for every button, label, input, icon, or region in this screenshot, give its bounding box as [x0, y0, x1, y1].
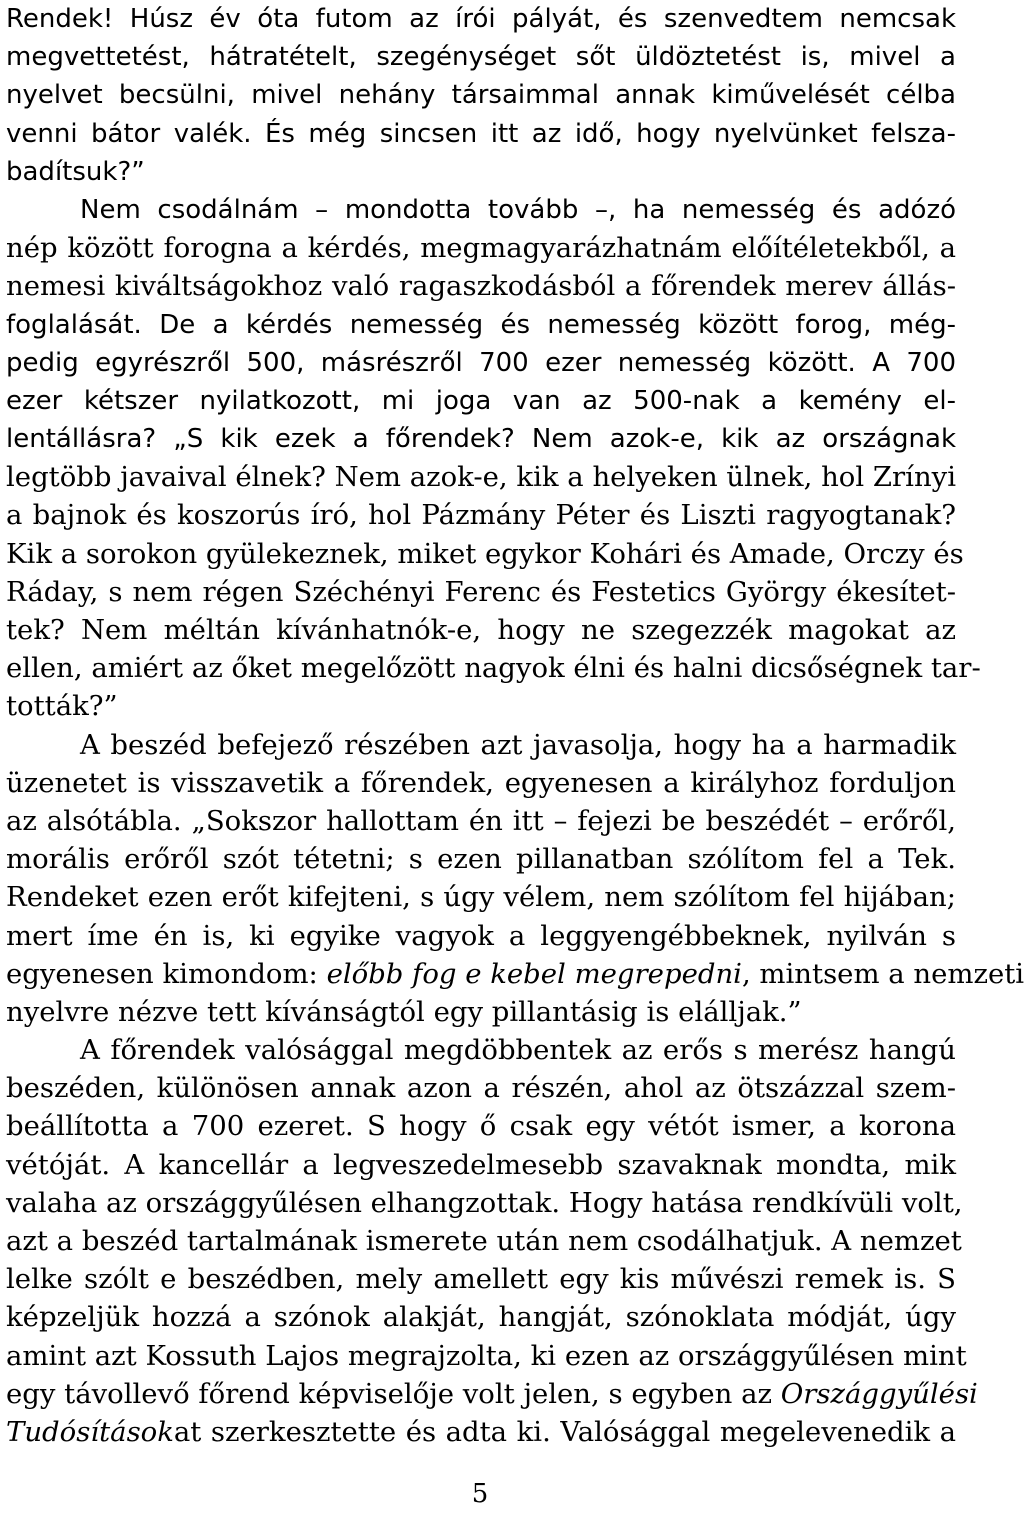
text-line: [6, 1413, 956, 1451]
text-line: [6, 1069, 956, 1107]
text-line: [6, 76, 956, 114]
text-line: [6, 840, 956, 878]
text-line: [6, 1184, 963, 1222]
text-segment: badítsuk?”: [6, 156, 145, 187]
text-segment: lentállásra? „S kik ezek a főrendek? Nem azok-e, kik az országnak: [6, 424, 956, 455]
paragraph-first-line: [6, 726, 956, 764]
text-segment: venni bátor valék. És még sincsen itt az idő, hogy nyelvünket felsza-: [6, 118, 956, 149]
text-segment: megvettetést, hátratételt, szegénységet sőt üldöztetést is, mivel a: [6, 42, 956, 73]
text-segment: Rendeket ezen erőt kifejteni, s úgy vélem, nem szólítom fel hijában;: [6, 881, 956, 914]
text-line: [6, 649, 981, 687]
text-line: [6, 496, 956, 534]
text-segment: legtöbb javaival élnek? Nem azok-e, kik a helyeken ülnek, hol Zrínyi: [6, 461, 956, 494]
text-line: [6, 955, 1024, 993]
text-line: [6, 0, 956, 38]
text-segment: vétóját. A kancellár a legveszedelmesebb szavaknak mondta, mik: [6, 1148, 956, 1181]
text-line: [6, 420, 956, 458]
text-segment: foglalását. De a kérdés nemesség és nemesség között forog, még-: [6, 309, 956, 340]
text-segment: Kik a sorokon gyülekeznek, miket egykor Kohári és Amade, Orczy és: [6, 537, 964, 570]
text-segment: morális erőről szót tétetni; s ezen pillanatban szólítom fel a Tek.: [6, 843, 956, 876]
text-segment: nyelvet becsülni, mivel nehány társaimmal annak kiművelését célba: [6, 80, 956, 111]
text-line: [6, 1260, 956, 1298]
text-segment: mert íme én is, ki egyike vagyok a leggyengébbeknek, nyilván s: [6, 919, 956, 952]
text-segment: valaha az országgyűlésen elhangzottak. Hogy hatása rendkívüli volt,: [6, 1186, 963, 1219]
text-segment: , mintsem a nemzeti: [741, 957, 1024, 990]
text-line: [6, 1375, 978, 1413]
text-segment: az alsótábla. „Sokszor hallottam én itt – fejezi be beszédét – erőről,: [6, 804, 956, 837]
text-segment: üzenetet is visszavetik a főrendek, egyenesen a királyhoz forduljon: [6, 766, 956, 799]
text-line: [6, 687, 956, 725]
text-line: [6, 344, 956, 382]
paragraph-first-line: [6, 191, 956, 229]
text-segment: egy távollevő főrend képviselője volt jelen, s egyben az: [6, 1377, 781, 1410]
text-line: [6, 153, 956, 191]
text-line: [6, 573, 956, 611]
text-line: [6, 535, 964, 573]
text-line: [6, 382, 956, 420]
text-line: [6, 229, 956, 267]
text-line: [6, 802, 956, 840]
text-line: [6, 1222, 962, 1260]
text-segment: tek? Nem méltán kívánhatnók-e, hogy ne szegezzék magokat az: [6, 614, 956, 646]
text-segment: nép között forogna a kérdés, megmagyarázhatnám előítéletekből, a: [6, 232, 956, 265]
text-segment: nyelvre nézve tett kívánságtól egy pillantásig is elálljak.”: [6, 995, 802, 1028]
text-line: [6, 1146, 956, 1184]
text-segment: pedig egyrészről 500, másrészről 700 ezer nemesség között. A 700: [6, 347, 956, 378]
text-line: [6, 764, 956, 802]
text-line: [6, 458, 956, 496]
document-page: [6, 0, 1024, 1451]
text-segment: ellen, amiért az őket megelőzött nagyok élni és halni dicsőségnek tar-: [6, 652, 981, 685]
text-line: [6, 38, 956, 76]
text-line: [6, 115, 956, 153]
text-segment: Ráday, s nem régen Széchényi Ferenc és Festetics György ékesítet-: [6, 575, 956, 608]
text-segment: nemesi kiváltságokhoz való ragaszkodásból a főrendek merev állás-: [6, 270, 956, 303]
text-segment: A főrendek valósággal megdöbbentek az erős s merész hangú: [80, 1034, 956, 1067]
text-segment: ezer kétszer nyilatkozott, mi joga van az 500-nak a kemény el-: [6, 385, 956, 416]
text-segment: a bajnok és koszorús író, hol Pázmány Péter és Liszti ragyogtanak?: [6, 499, 956, 532]
text-line: [6, 917, 956, 955]
text-segment: amint azt Kossuth Lajos megrajzolta, ki ezen az országgyűlésen mint: [6, 1339, 967, 1372]
paragraph-first-line: [6, 1031, 956, 1069]
text-line: [6, 306, 956, 344]
text-segment: A beszéd befejező részében azt javasolja, hogy ha a harmadik: [80, 728, 956, 761]
text-segment: egyenesen kimondom:: [6, 957, 327, 990]
text-segment: képzeljük hozzá a szónok alakját, hangját, szónoklata módját, úgy: [6, 1301, 956, 1334]
text-segment: azt a beszéd tartalmának ismerete után nem csodálhatjuk. A nemzet: [6, 1225, 962, 1257]
text-segment: lelke szólt e beszédben, mely amellett egy kis művészi remek is. S: [6, 1263, 956, 1296]
text-line: [6, 1337, 967, 1375]
text-segment: tották?”: [6, 690, 118, 723]
text-segment: Rendek! Húsz év óta futom az írói pályát, és szenvedtem nemcsak: [6, 4, 956, 34]
text-segment: beszéden, különösen annak azon a részén, ahol az ötszázzal szem-: [6, 1072, 956, 1105]
text-segment: at szerkesztette és adta ki. Valósággal megelevenedik a: [173, 1415, 956, 1448]
italic-title: Országgyűlési: [780, 1377, 978, 1410]
italic-quote: előbb fog e kebel megrepedni: [326, 957, 742, 990]
text-segment: beállította a 700 ezeret. S hogy ő csak egy vétót ismer, a korona: [6, 1110, 956, 1143]
text-line: [6, 1298, 956, 1336]
text-line: [6, 611, 956, 649]
italic-title: Tudósítások: [6, 1415, 174, 1448]
text-line: [6, 993, 956, 1031]
page-number: 5: [471, 1479, 489, 1509]
text-line: [6, 1107, 956, 1145]
text-line: [6, 267, 956, 305]
text-segment: Nem csodálnám – mondotta tovább –, ha nemesség és adózó: [80, 194, 956, 225]
text-line: [6, 878, 956, 916]
